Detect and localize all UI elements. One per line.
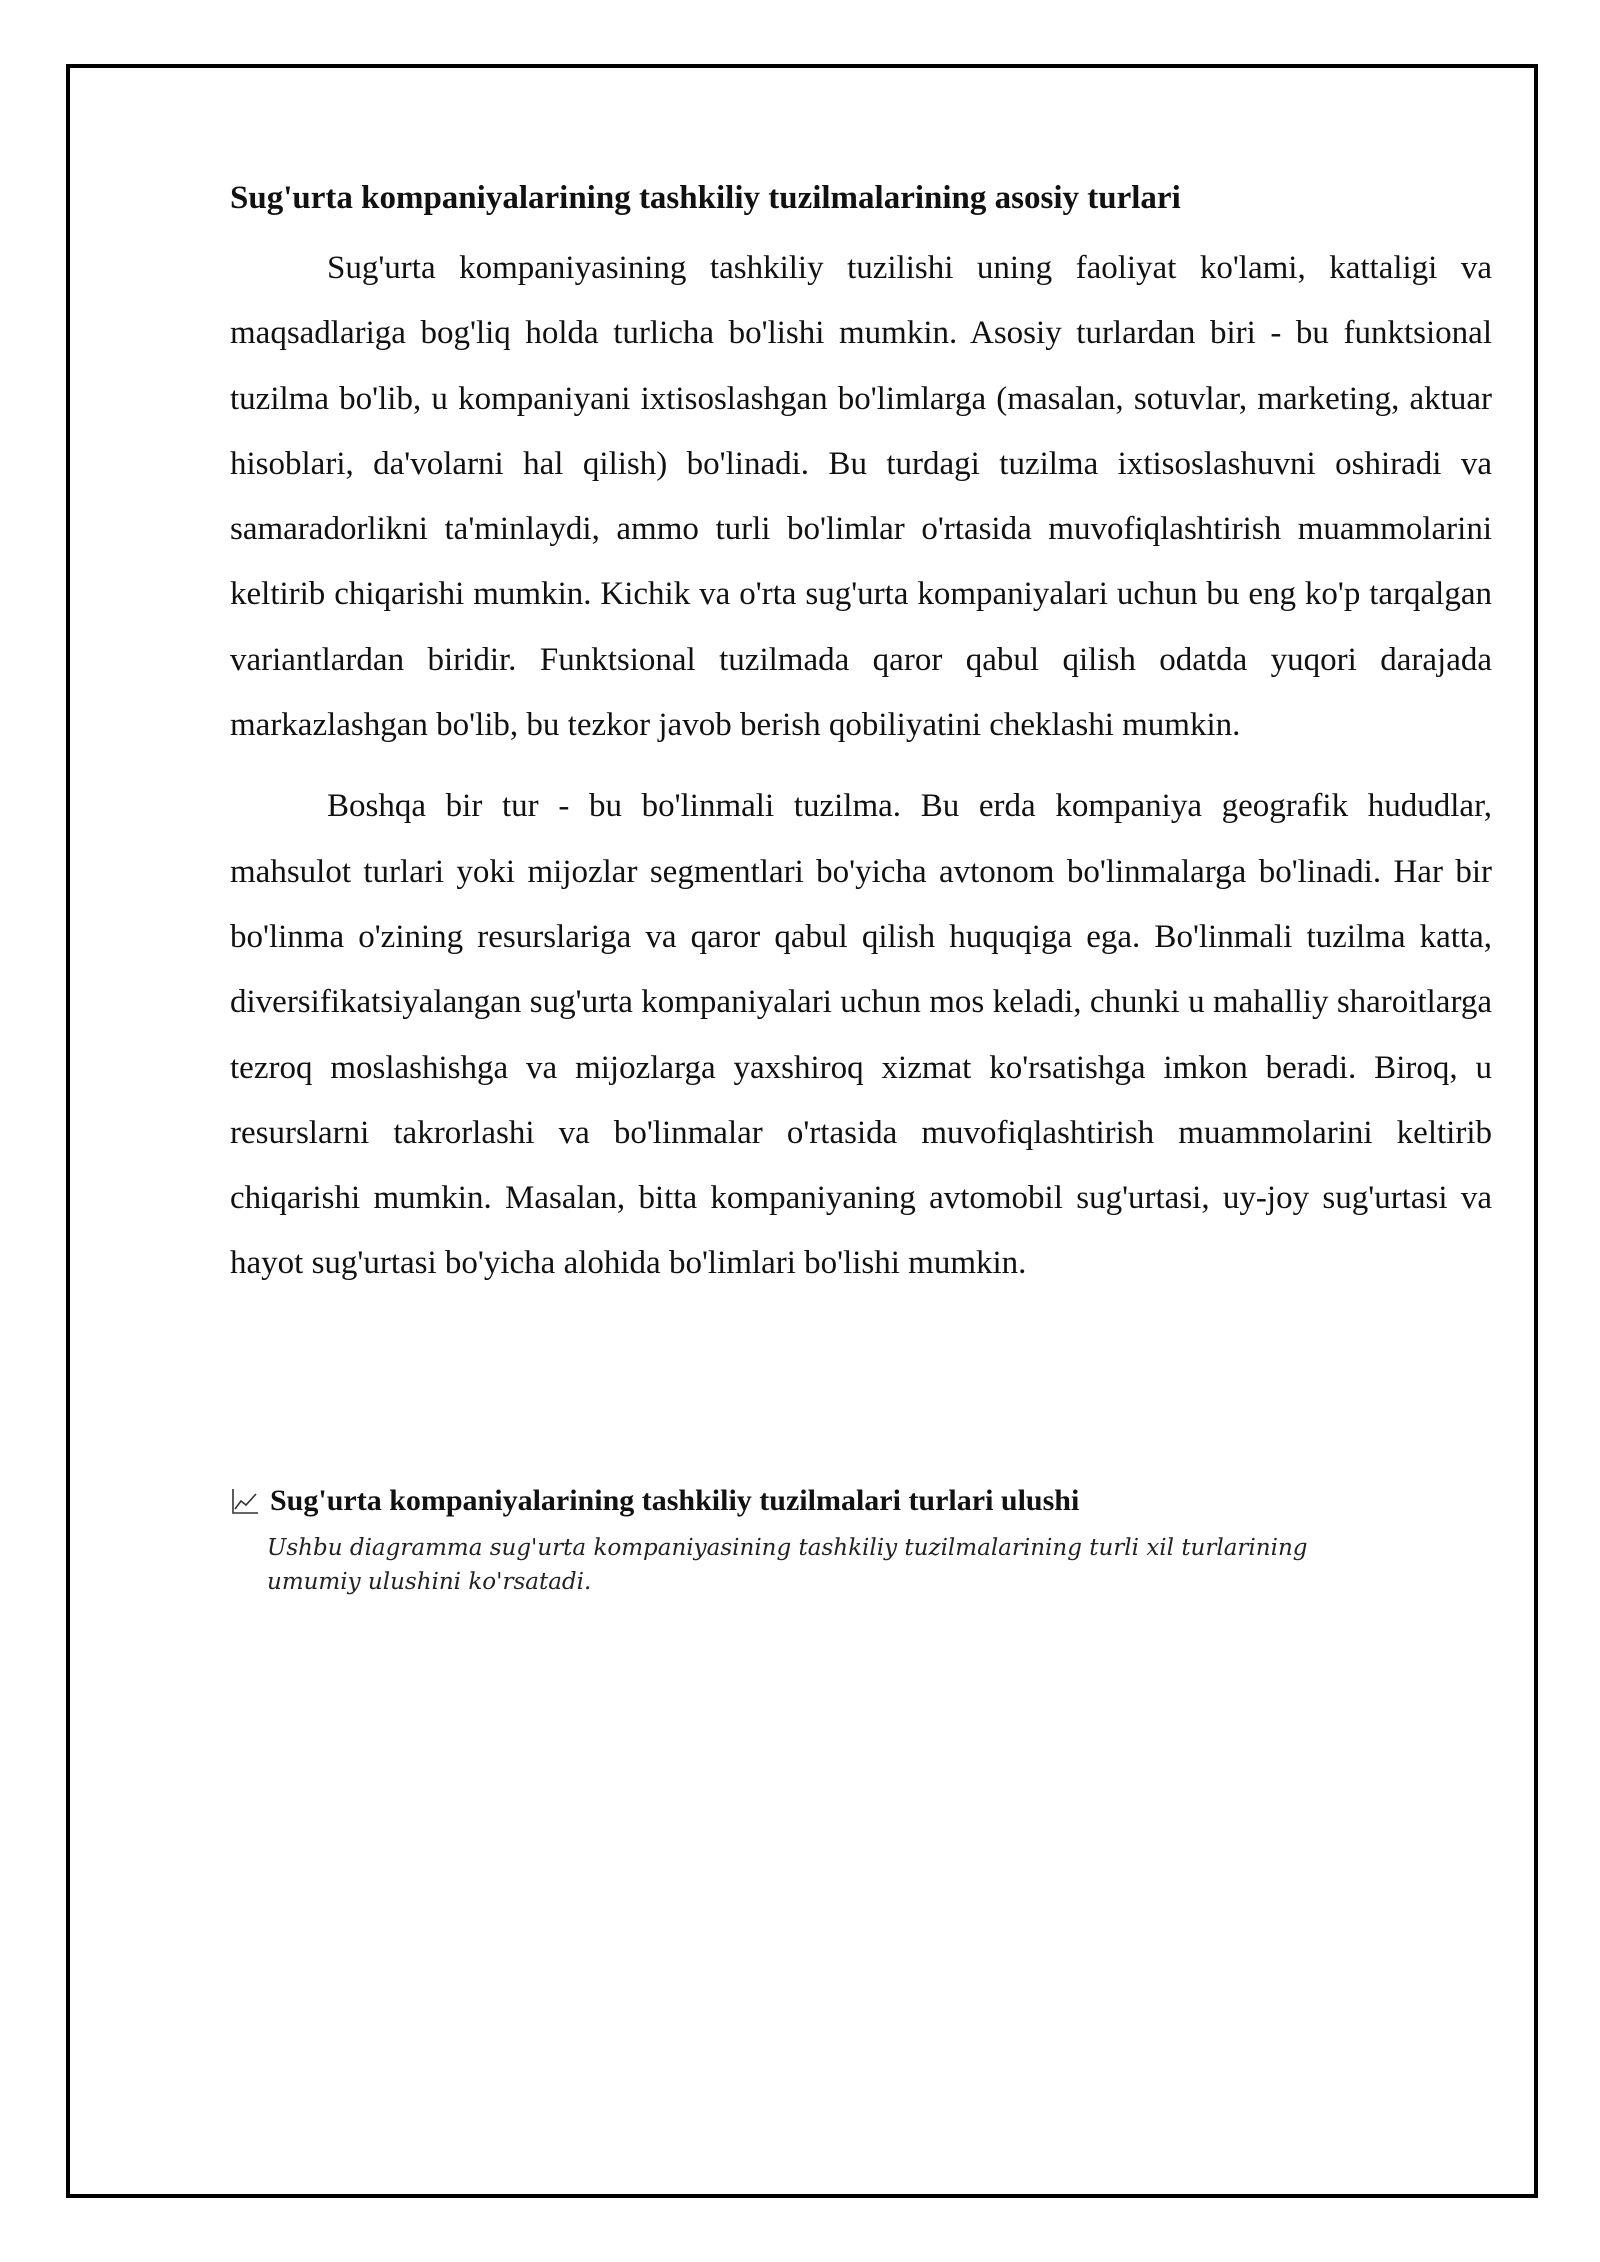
paragraph-functional-structure: Sug'urta kompaniyasining tashkiliy tuzilishi uning faoliyat ko'lami, kattaligi va maqsadlariga bog'liq holda turlicha bo'lishi mumkin. Asosiy turlardan biri - bu funktsional tuzilma bo'lib, u kompaniyani ixtisoslashgan bo'limlarga (masalan, sotuvlar, marketing, aktuar hisoblari, da'volarni hal qilish) bo'linadi. Bu turdagi tuzilma ixtisoslashuvni oshiradi va samaradorlikni ta'minlaydi, ammo turli bo'limlar o'rtasida muvofiqlashtirish muammolarini keltirib chiqarishi mumkin. Kichik va o'rta sug'urta kompaniyalari uchun bu eng ko'p tarqalgan variantlardan biridir. Funktsional tuzilmada qaror qabul qilish odatda yuqori darajada markazlashgan bo'lib, bu tezkor javob berish qobiliyatini cheklashi mumkin. [230,250,1492,744]
chart-block [230,1475,1492,1599]
chart-title: Sug'urta kompaniyalarining tashkiliy tuzilmalari turlari ulushi [270,1484,1080,1517]
document-content [230,172,1492,1313]
line-chart-icon [230,1486,260,1516]
chart-heading [230,1475,1492,1527]
section-title: Sug'urta kompaniyalarining tashkiliy tuzilmalarining asosiy turlari [230,180,1181,216]
chart-caption: Ushbu diagramma sug'urta kompaniyasining tashkiliy tuzilmalarining turli xil turlarining umumiy ulushini ko'rsatadi. [267,1535,1308,1595]
paragraph-divisional-structure: Boshqa bir tur - bu bo'linmali tuzilma. Bu erda kompaniya geografik hududlar, mahsulot turlari yoki mijozlar segmentlari bo'yicha avtonom bo'linmalarga bo'linadi. Har bir bo'linma o'zining resurslariga va qaror qabul qilish huquqiga ega. Bo'linmali tuzilma katta, diversifikatsiyalangan sug'urta kompaniyalari uchun mos keladi, chunki u mahalliy sharoitlarga tezroq moslashishga va mijozlarga yaxshiroq xizmat ko'rsatishga imkon beradi. Biroq, u resurslarni takrorlashi va bo'linmalar o'rtasida muvofiqlashtirish muammolarini keltirib chiqarishi mumkin. Masalan, bitta kompaniyaning avtomobil sug'urtasi, uy-joy sug'urtasi va hayot sug'urtasi bo'yicha alohida bo'limlari bo'lishi mumkin. [230,788,1492,1282]
